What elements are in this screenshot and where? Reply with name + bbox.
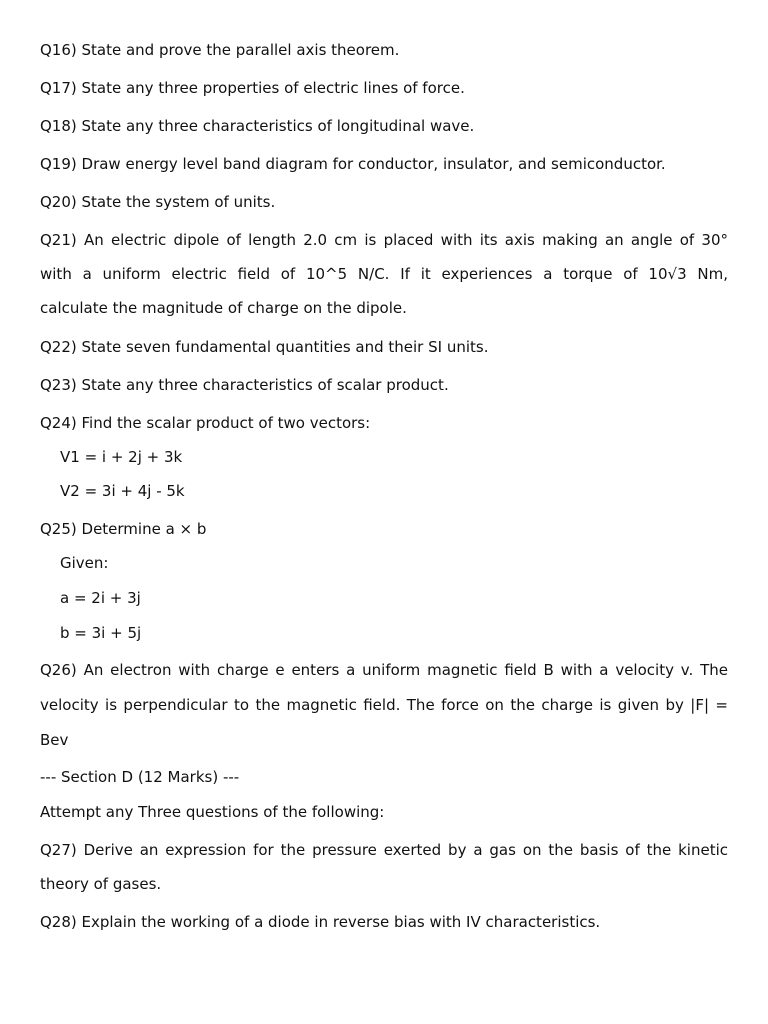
question-q27-line-2: theory of gases. [40,875,162,893]
question-q21-line-3: calculate the magnitude of charge on the dipole. [40,299,407,317]
question-q20: Q20) State the system of units. [40,193,276,211]
question-q27-line-1: Q27) Derive an expression for the pressure exerted by a gas on the basis of the kinetic [40,841,728,859]
question-q24: Q24) Find the scalar product of two vectors: [40,414,371,432]
vector-v2: V2 = 3i + 4j - 5k [60,482,185,500]
given-label: Given: [60,554,109,572]
vector-b: b = 3i + 5j [60,624,142,642]
question-q26-line-1: Q26) An electron with charge e enters a uniform magnetic field B with a velocity v. The [40,661,728,679]
vector-v1: V1 = i + 2j + 3k [60,448,183,466]
question-q21-line-2: with a uniform electric field of 10^5 N/C. If it experiences a torque of 10√3 Nm, [40,265,728,283]
question-q19: Q19) Draw energy level band diagram for conductor, insulator, and semiconductor. [40,155,666,173]
vector-a: a = 2i + 3j [60,589,141,607]
question-q17: Q17) State any three properties of electric lines of force. [40,79,465,97]
question-q21-line-1: Q21) An electric dipole of length 2.0 cm is placed with its axis making an angle of 30° [40,231,728,249]
question-q26-line-2: velocity is perpendicular to the magnetic field. The force on the charge is given by |F| = [40,696,728,714]
section-d-instruction: Attempt any Three questions of the following: [40,803,385,821]
question-q18: Q18) State any three characteristics of longitudinal wave. [40,117,475,135]
question-q28: Q28) Explain the working of a diode in reverse bias with IV characteristics. [40,913,601,931]
question-q22: Q22) State seven fundamental quantities and their SI units. [40,338,489,356]
question-q25: Q25) Determine a × b [40,520,207,538]
question-q26-line-3: Bev [40,731,69,749]
section-d-heading: --- Section D (12 Marks) --- [40,768,240,786]
question-q23: Q23) State any three characteristics of scalar product. [40,376,449,394]
question-q16: Q16) State and prove the parallel axis theorem. [40,41,400,59]
